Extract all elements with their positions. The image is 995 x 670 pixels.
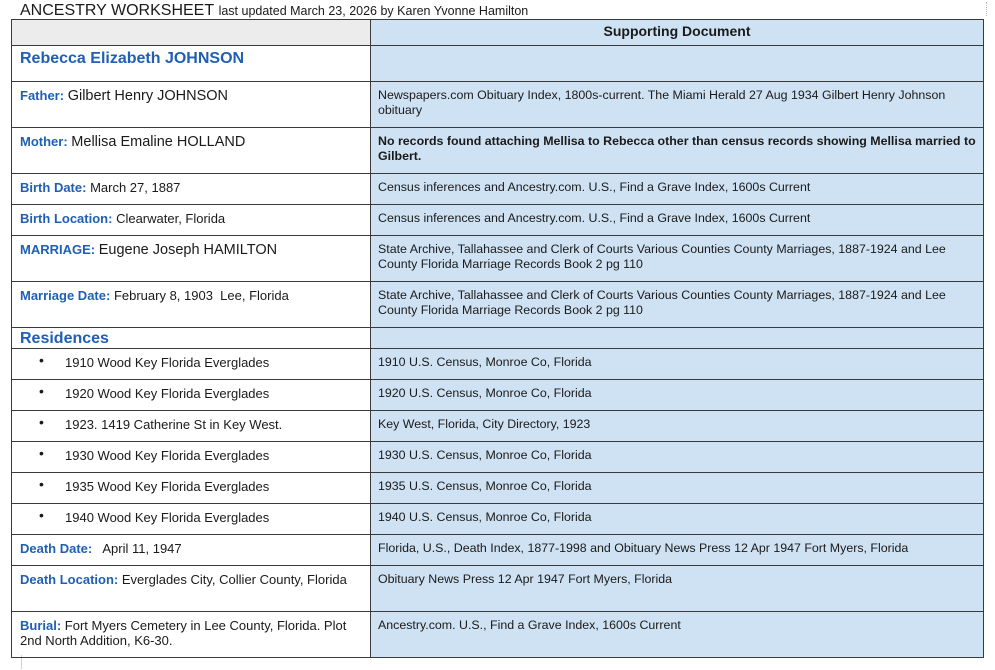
residence-doc: 1935 U.S. Census, Monroe Co, Florida — [378, 479, 592, 493]
birth-date-label: Birth Date — [20, 180, 83, 195]
residence-doc-cell — [371, 349, 984, 380]
worksheet-title-line — [20, 2, 528, 20]
table-row — [12, 82, 984, 128]
person-name: Rebecca Elizabeth JOHNSON — [20, 50, 245, 67]
bullet-icon: • — [39, 445, 44, 461]
birth-location-cell: Birth Location: Clearwater, Florida — [12, 205, 371, 236]
residence-doc-cell — [371, 411, 984, 442]
residence-cell — [12, 380, 371, 411]
mother-value: Mellisa Emaline HOLLAND — [71, 134, 246, 150]
person-name-row — [12, 46, 984, 82]
supporting-document-header: Supporting Document — [371, 20, 984, 46]
table-row — [12, 236, 984, 282]
death-date-cell: Death Date: April 11, 1947 — [12, 535, 371, 566]
table-row — [12, 380, 984, 411]
residence-place: 1940 Wood Key Florida Everglades — [65, 510, 270, 525]
father-value: Gilbert Henry JOHNSON — [67, 88, 229, 104]
mother-doc: No records found attaching Mellisa to Rebecca other than census records showing Mellisa married to Gilbert. — [378, 134, 976, 163]
header-blank-cell — [12, 20, 371, 46]
death-date-doc-cell — [371, 535, 984, 566]
bullet-icon: • — [39, 507, 44, 523]
table-row — [12, 612, 984, 658]
birth-location-doc-cell — [371, 205, 984, 236]
residence-doc: 1920 U.S. Census, Monroe Co, Florida — [378, 386, 592, 400]
burial-label: Burial — [20, 618, 57, 633]
residences-heading: Residences — [20, 330, 109, 347]
table-row — [12, 473, 984, 504]
table-row — [12, 205, 984, 236]
residence-doc-cell — [371, 473, 984, 504]
residence-cell — [12, 442, 371, 473]
residence-doc: 1930 U.S. Census, Monroe Co, Florida — [378, 448, 592, 462]
table-row — [12, 282, 984, 328]
residence-place: 1923. 1419 Catherine St in Key West. — [65, 417, 283, 432]
marriage-date-doc: State Archive, Tallahassee and Clerk of Courts Various Counties County Marriages, 1887-1924 and Lee County Florida Marriage Records Book 2 pg 110 — [378, 288, 946, 317]
bullet-icon: • — [39, 352, 44, 368]
residences-heading-cell — [12, 328, 371, 349]
death-location-cell: Death Location: Everglades City, Collier County, Florida — [12, 566, 371, 612]
table-row — [12, 504, 984, 535]
marriage-doc: State Archive, Tallahassee and Clerk of Courts Various Counties County Marriages, 1887-1924 and Lee County Florida Marriage Records Book 2 pg 110 — [378, 242, 946, 271]
table-row — [12, 535, 984, 566]
ancestry-table — [11, 19, 984, 658]
table-row — [12, 349, 984, 380]
birth-location-label: Birth Location — [20, 211, 109, 226]
birth-date-doc: Census inferences and Ancestry.com. U.S., Find a Grave Index, 1600s Current — [378, 180, 811, 194]
death-location-doc-cell — [371, 566, 984, 612]
residence-doc: Key West, Florida, City Directory, 1923 — [378, 417, 591, 431]
bullet-icon: • — [39, 476, 44, 492]
marriage-date-doc-cell — [371, 282, 984, 328]
residence-cell — [12, 473, 371, 504]
father-label: Father — [20, 88, 60, 103]
father-doc-cell — [371, 82, 984, 128]
father-cell: Father: Gilbert Henry JOHNSON — [12, 82, 371, 128]
residence-doc: 1910 U.S. Census, Monroe Co, Florida — [378, 355, 592, 369]
burial-cell: Burial: Fort Myers Cemetery in Lee County, Florida. Plot 2nd North Addition, K6-30. — [12, 612, 371, 658]
residence-place: 1910 Wood Key Florida Everglades — [65, 355, 270, 370]
residence-place: 1935 Wood Key Florida Everglades — [65, 479, 270, 494]
margin-marker — [986, 2, 988, 16]
marriage-cell: MARRIAGE: Eugene Joseph HAMILTON — [12, 236, 371, 282]
burial-doc: Ancestry.com. U.S., Find a Grave Index, 1600s Current — [378, 618, 681, 632]
residence-doc: 1940 U.S. Census, Monroe Co, Florida — [378, 510, 592, 524]
table-row — [12, 566, 984, 612]
birth-date-doc-cell — [371, 174, 984, 205]
burial-value: Fort Myers Cemetery in Lee County, Florida. Plot 2nd North Addition, K6-30. — [20, 618, 347, 648]
residence-place: 1920 Wood Key Florida Everglades — [65, 386, 270, 401]
father-doc: Newspapers.com Obituary Index, 1800s-current. The Miami Herald 27 Aug 1934 Gilbert Henry Johnson obituary — [378, 88, 946, 117]
residence-cell — [12, 349, 371, 380]
mother-cell: Mother: Mellisa Emaline HOLLAND — [12, 128, 371, 174]
person-name-cell — [12, 46, 371, 82]
marriage-doc-cell — [371, 236, 984, 282]
death-date-label: Death Date — [20, 541, 88, 556]
bullet-icon: • — [39, 383, 44, 399]
table-row — [12, 128, 984, 174]
table-row — [12, 411, 984, 442]
birth-location-doc: Census inferences and Ancestry.com. U.S., Find a Grave Index, 1600s Current — [378, 211, 811, 225]
death-location-label: Death Location — [20, 572, 114, 587]
marriage-date-label: Marriage Date — [20, 288, 106, 303]
marriage-date-value: February 8, 1903 Lee, Florida — [113, 288, 289, 303]
birth-date-cell: Birth Date: March 27, 1887 — [12, 174, 371, 205]
residence-cell — [12, 411, 371, 442]
worksheet-title: ANCESTRY WORKSHEET — [20, 2, 215, 19]
bullet-icon: • — [39, 414, 44, 430]
residence-doc-cell — [371, 442, 984, 473]
marriage-date-cell: Marriage Date: February 8, 1903 Lee, Florida — [12, 282, 371, 328]
mother-label: Mother — [20, 134, 64, 149]
birth-location-value: Clearwater, Florida — [116, 211, 226, 226]
death-date-doc: Florida, U.S., Death Index, 1877-1998 and Obituary News Press 12 Apr 1947 Fort Myers, Florida — [378, 541, 909, 555]
residences-heading-row — [12, 328, 984, 349]
residence-doc-cell — [371, 380, 984, 411]
table-row — [12, 442, 984, 473]
death-date-value: April 11, 1947 — [95, 541, 182, 556]
mother-doc-cell — [371, 128, 984, 174]
table-row — [12, 174, 984, 205]
birth-date-value: March 27, 1887 — [90, 180, 181, 195]
residence-cell — [12, 504, 371, 535]
burial-doc-cell — [371, 612, 984, 658]
marriage-label: MARRIAGE — [20, 242, 91, 257]
marriage-value: Eugene Joseph HAMILTON — [98, 242, 278, 258]
residences-heading-doc-cell — [371, 328, 984, 349]
death-location-doc: Obituary News Press 12 Apr 1947 Fort Myers, Florida — [378, 572, 673, 586]
residence-doc-cell — [371, 504, 984, 535]
table-header-row — [12, 20, 984, 46]
residence-place: 1930 Wood Key Florida Everglades — [65, 448, 270, 463]
person-name-doc-cell — [371, 46, 984, 82]
death-location-value: Everglades City, Collier County, Florida — [121, 572, 347, 587]
worksheet-subtitle: last updated March 23, 2026 by Karen Yvonne Hamilton — [218, 4, 529, 18]
